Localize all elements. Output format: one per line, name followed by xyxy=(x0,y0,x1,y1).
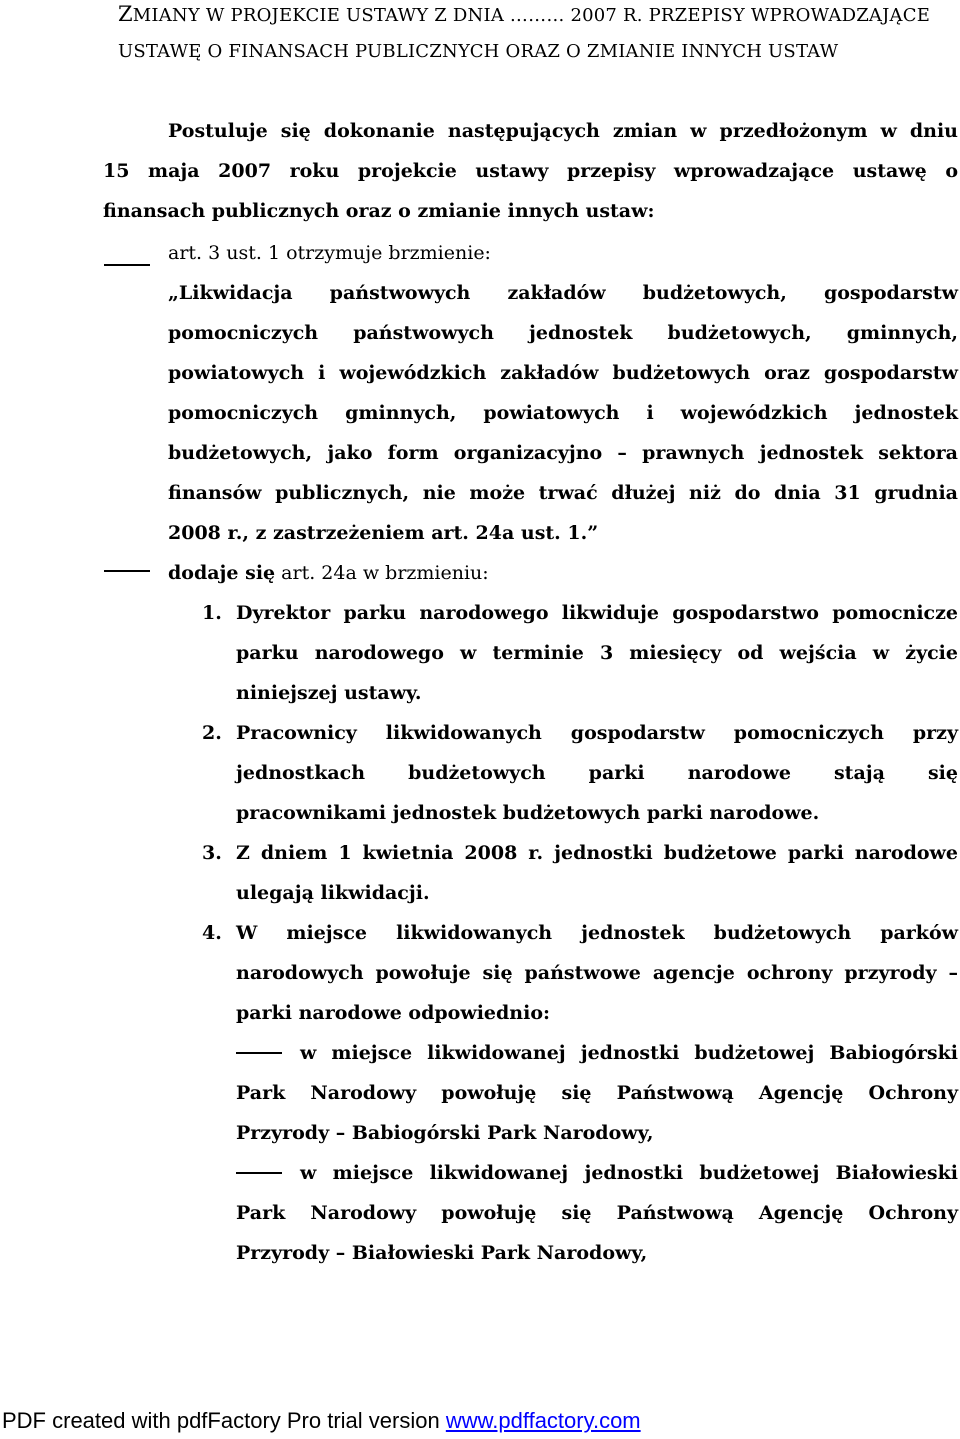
item1-text-line: 2008 r., z zastrzeżeniem art. 24a ust. 1.” xyxy=(168,522,599,544)
item1-text-line: budżetowych, jako form organizacyjno – prawnych jednostek sektora xyxy=(168,442,958,464)
point-line: pracownikami jednostek budżetowych parki narodowe. xyxy=(236,802,820,824)
item2-lead-rest: art. 24a w brzmieniu: xyxy=(275,562,489,584)
intro-line-2: 15 maja 2007 roku projekcie ustawy przepisy wprowadzające ustawę o xyxy=(103,160,958,182)
point-line: parki narodowe odpowiednio: xyxy=(236,1002,551,1024)
dash-bullet xyxy=(236,1052,282,1054)
subpoint-line: w miejsce likwidowanej jednostki budżetowej Białowieski xyxy=(300,1162,958,1184)
point-number: 3. xyxy=(202,842,222,864)
point-line: Z dniem 1 kwietnia 2008 r. jednostki budżetowe parki narodowe xyxy=(236,842,958,864)
footer-text: PDF created with pdfFactory Pro trial version xyxy=(2,1408,446,1433)
subpoint-line: Przyrody – Babiogórski Park Narodowy, xyxy=(236,1122,654,1144)
dash-bullet xyxy=(104,264,150,266)
item1-text-line: pomocniczych państwowych jednostek budżetowych, gminnych, xyxy=(168,322,958,344)
intro-line-1: Postuluje się dokonanie następujących zmian w przedłożonym w dniu xyxy=(168,120,958,142)
header-text-1: MIANY W PROJEKCIE USTAWY Z DNIA ……… 2007 R. PRZEPISY WPROWADZAJĄCE xyxy=(132,5,931,26)
item1-text-line: „Likwidacja państwowych zakładów budżetowych, gospodarstw xyxy=(168,282,958,304)
subpoint-line: Park Narodowy powołuję się Państwową Agencję Ochrony xyxy=(236,1082,958,1104)
document-header-line-1 xyxy=(118,2,960,28)
header-initial-cap: Z xyxy=(118,2,133,26)
item2-lead xyxy=(168,560,489,586)
pdf-footer xyxy=(2,1408,641,1434)
point-line: parku narodowego w terminie 3 miesięcy od wejścia w życie xyxy=(236,642,958,664)
subpoint-line: w miejsce likwidowanej jednostki budżetowej Babiogórski xyxy=(300,1042,958,1064)
intro-line-3: finansach publicznych oraz o zmianie innych ustaw: xyxy=(103,200,655,222)
dash-bullet xyxy=(236,1172,282,1174)
item1-text-line: finansów publicznych, nie może trwać dłużej niż do dnia 31 grudnia xyxy=(168,482,958,504)
point-line: W miejsce likwidowanych jednostek budżetowych parków xyxy=(236,922,958,944)
point-line: niniejszej ustawy. xyxy=(236,682,422,704)
item1-lead: art. 3 ust. 1 otrzymuje brzmienie: xyxy=(168,242,491,264)
item1-text-line: pomocniczych gminnych, powiatowych i wojewódzkich jednostek xyxy=(168,402,958,424)
point-line: narodowych powołuje się państwowe agencje ochrony przyrody – xyxy=(236,962,958,984)
subpoint-line: Przyrody – Białowieski Park Narodowy, xyxy=(236,1242,648,1264)
point-line: ulegają likwidacji. xyxy=(236,882,430,904)
document-header-line-2: USTAWĘ O FINANSACH PUBLICZNYCH ORAZ O ZMIANIE INNYCH USTAW xyxy=(118,41,839,62)
point-number: 2. xyxy=(202,722,222,744)
item2-lead-bold: dodaje się xyxy=(168,562,276,584)
point-number: 4. xyxy=(202,922,222,944)
item1-text-line: powiatowych i wojewódzkich zakładów budżetowych oraz gospodarstw xyxy=(168,362,958,384)
point-line: jednostkach budżetowych parki narodowe stają się xyxy=(236,762,958,784)
footer-link[interactable]: www.pdffactory.com xyxy=(445,1408,641,1433)
point-number: 1. xyxy=(202,602,222,624)
point-line: Pracownicy likwidowanych gospodarstw pomocniczych przy xyxy=(236,722,958,744)
dash-bullet xyxy=(104,570,150,572)
point-line: Dyrektor parku narodowego likwiduje gospodarstwo pomocnicze xyxy=(236,602,958,624)
subpoint-line: Park Narodowy powołuję się Państwową Agencję Ochrony xyxy=(236,1202,958,1224)
